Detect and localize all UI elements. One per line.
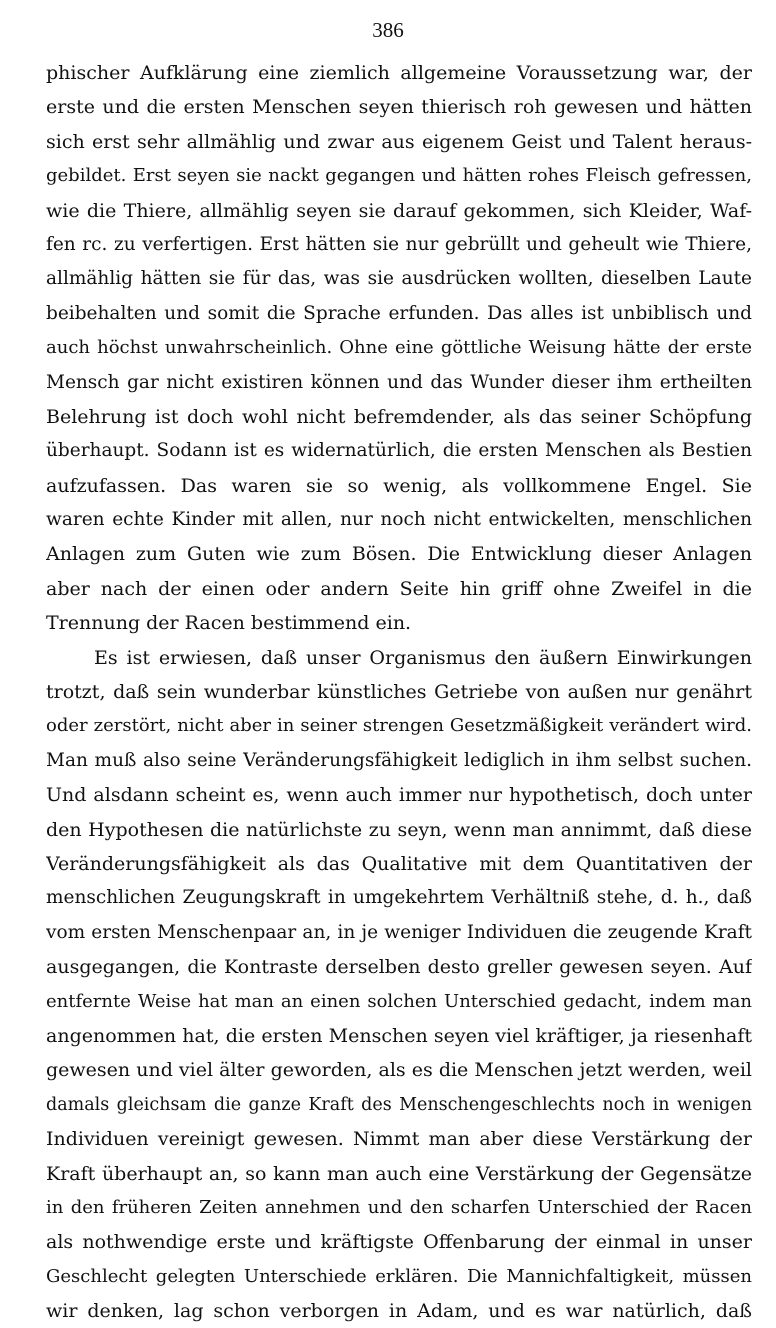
text-line: Man muß also seine Veränderungsfähigkeit lediglich in ihm selbst suchen.	[46, 749, 752, 771]
text-line: Kraft überhaupt an, so kann man auch eine Verstärkung der Gegensätze	[46, 1162, 752, 1185]
text-line: Individuen vereinigt gewesen. Nimmt man aber diese Verstärkung der	[46, 1128, 752, 1151]
text-line: auch höchst unwahrscheinlich. Ohne eine göttliche Weisung hätte der erste	[46, 337, 752, 359]
text-line: überhaupt. Sodann ist es widernatürlich, die ersten Menschen als Bestien	[46, 440, 752, 462]
text-line: Es ist erwiesen, daß unser Organismus den äußern Einwirkungen	[94, 646, 752, 669]
text-line: Anlagen zum Guten wie zum Bösen. Die Entwicklung dieser Anlagen	[46, 543, 752, 566]
text-line: oder zerstört, nicht aber in seiner strengen Gesetzmäßigkeit verändert wird.	[46, 715, 752, 737]
text-line: vom ersten Menschenpaar an, in je weniger Individuen die zeugende Kraft	[46, 921, 752, 943]
text-line: erste und die ersten Menschen seyen thierisch roh gewesen und hätten	[46, 96, 752, 119]
text-line: beibehalten und somit die Sprache erfunden. Das alles ist unbiblisch und	[46, 302, 752, 324]
text-line: Mensch gar nicht existiren können und das Wunder dieser ihm ertheilten	[46, 371, 752, 393]
text-line: Veränderungsfähigkeit als das Qualitative mit dem Quantitativen der	[46, 852, 752, 875]
text-line: fen rc. zu verfertigen. Erst hätten sie nur gebrüllt und geheult wie Thiere,	[46, 233, 752, 255]
text-line: aufzufassen. Das waren sie so wenig, als vollkommene Engel. Sie	[46, 474, 752, 497]
text-line: gewesen und viel älter geworden, als es die Menschen jetzt werden, weil	[46, 1059, 752, 1082]
text-line: aber nach der einen oder andern Seite hin griff ohne Zweifel in die	[46, 577, 752, 600]
text-line: ausgegangen, die Kontraste derselben desto greller gewesen seyen. Auf	[46, 956, 752, 979]
text-line: wir denken, lag schon verborgen in Adam, und es war natürlich, daß	[46, 1300, 752, 1323]
text-line: Geschlecht gelegten Unterschiede erklären. Die Mannichfaltigkeit, müssen	[46, 1265, 752, 1287]
text-line: in den früheren Zeiten annehmen und den scharfen Unterschied der Racen	[46, 1196, 752, 1218]
body-text	[46, 56, 752, 1328]
text-line: Und alsdann scheint es, wenn auch immer nur hypothetisch, doch unter	[46, 784, 752, 807]
text-line: trotzt, daß sein wunderbar künstliches Getriebe von außen nur genährt	[46, 681, 752, 704]
text-line: den Hypothesen die natürlichste zu seyn, wenn man annimmt, daß diese	[46, 818, 752, 841]
text-line: damals gleichsam die ganze Kraft des Menschengeschlechts noch in wenigen	[46, 1094, 752, 1115]
text-line: waren echte Kinder mit allen, nur noch nicht entwickelten, menschlichen	[46, 509, 752, 531]
text-line: gebildet. Erst seyen sie nackt gegangen und hätten rohes Fleisch gefressen,	[46, 165, 752, 187]
text-line: Trennung der Racen bestimmend ein.	[46, 612, 412, 635]
text-line: Belehrung ist doch wohl nicht befremdender, als das seiner Schöpfung	[46, 405, 752, 428]
text-line: entfernte Weise hat man an einen solchen Unterschied gedacht, indem man	[46, 990, 752, 1012]
text-line: menschlichen Zeugungskraft in umgekehrtem Verhältniß stehe, d. h., daß	[46, 887, 752, 909]
text-line: sich erst sehr allmählig und zwar aus eigenem Geist und Talent heraus-	[46, 130, 752, 153]
page-number: 386	[372, 18, 404, 42]
text-line: allmählig hätten sie für das, was sie ausdrücken wollten, dieselben Laute	[46, 268, 752, 290]
text-line: als nothwendige erste und kräftigste Offenbarung der einmal in unser	[46, 1231, 752, 1254]
text-line: angenommen hat, die ersten Menschen seyen viel kräftiger, ja riesenhaft	[46, 1024, 752, 1047]
text-line: phischer Aufklärung eine ziemlich allgemeine Voraussetzung war, der	[46, 62, 752, 84]
text-line: wie die Thiere, allmählig seyen sie darauf gekommen, sich Kleider, Waf-	[46, 199, 752, 222]
